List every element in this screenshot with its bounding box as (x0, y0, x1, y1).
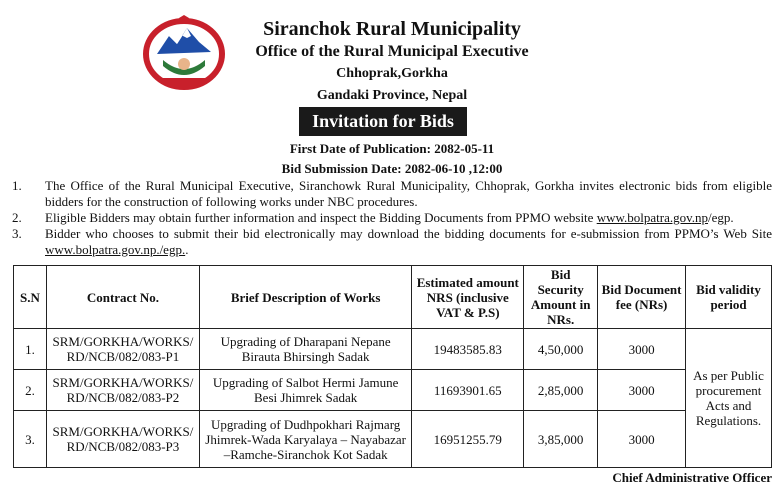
ppmo-egp-link[interactable]: www.bolpatra.gov.np./egp. (45, 242, 186, 257)
municipality-name: Siranchok Rural Municipality (263, 18, 521, 40)
item-text-suffix: /egp. (708, 210, 734, 225)
province-name: Gandaki Province, Nepal (316, 88, 468, 103)
item-number: 3. (12, 226, 22, 241)
notice-items (12, 178, 772, 258)
header-estimated-amount: Estimated amount NRS (inclusive VAT & P.S) (412, 266, 524, 329)
item-text-suffix: . (185, 242, 189, 257)
table-header-row (14, 266, 772, 329)
cell-security: 3,85,000 (524, 411, 598, 468)
item-text: The Office of the Rural Municipal Executive, Siranchowk Rural Municipality, Chhoprak, Gorkha invites electronic bids from eligible bidders for the construction of following works under NBC procedures. (45, 178, 772, 209)
notice-title: Invitation for Bids (299, 107, 467, 136)
header-validity-period: Bid validity period (686, 266, 772, 329)
cell-description: Upgrading of Dudhpokhari Rajmarg Jhimrek-Wada Karyalaya – Nayabazar –Ramche-Siranchok Kot Sadak (199, 411, 411, 468)
cell-fee: 3000 (598, 329, 686, 370)
cell-contract-no: SRM/GORKHA/WORKS/ RD/NCB/082/083-P3 (46, 411, 199, 468)
cell-fee: 3000 (598, 411, 686, 468)
cell-estimate: 16951255.79 (412, 411, 524, 468)
cell-estimate: 11693901.65 (412, 370, 524, 411)
cell-description: Upgrading of Dharapani Nepane Birauta Bhirsingh Sadak (199, 329, 411, 370)
submission-date: Bid Submission Date: 2082-06-10 ,12:00 (281, 161, 503, 176)
header-sn: S.N (14, 266, 47, 329)
item-number: 2. (12, 210, 22, 225)
bids-table (13, 265, 772, 468)
table-row (14, 370, 772, 411)
item-text: Eligible Bidders may obtain further information and inspect the Bidding Documents from PPMO website (45, 210, 597, 225)
signatory-title: Chief Administrative Officer (612, 470, 772, 485)
cell-security: 4,50,000 (524, 329, 598, 370)
cell-contract-no: SRM/GORKHA/WORKS/ RD/NCB/082/083-P2 (46, 370, 199, 411)
cell-fee: 3000 (598, 370, 686, 411)
list-item (12, 178, 772, 210)
table-row (14, 411, 772, 468)
list-item (12, 210, 772, 226)
table-row (14, 329, 772, 370)
cell-contract-no: SRM/GORKHA/WORKS/ RD/NCB/082/083-P1 (46, 329, 199, 370)
cell-sn: 2. (14, 370, 47, 411)
publication-date: First Date of Publication: 2082-05-11 (289, 141, 495, 156)
header-contract-no: Contract No. (46, 266, 199, 329)
cell-sn: 1. (14, 329, 47, 370)
ppmo-website-link[interactable]: www.bolpatra.gov.np (596, 210, 709, 225)
header-description: Brief Description of Works (199, 266, 411, 329)
office-name: Office of the Rural Municipal Executive (255, 43, 529, 60)
list-item (12, 226, 772, 258)
header-bid-security: Bid Security Amount in NRs. (524, 266, 598, 329)
header-document-fee: Bid Document fee (NRs) (598, 266, 686, 329)
office-location: Chhoprak,Gorkha (336, 66, 448, 81)
cell-estimate: 19483585.83 (412, 329, 524, 370)
cell-security: 2,85,000 (524, 370, 598, 411)
cell-description: Upgrading of Salbot Hermi Jamune Besi Jhimrek Sadak (199, 370, 411, 411)
item-text: Bidder who chooses to submit their bid electronically may download the bidding documents for e-submission from PPMO’s Web Site (45, 226, 772, 241)
cell-sn: 3. (14, 411, 47, 468)
cell-validity: As per Public procurement Acts and Regulations. (686, 329, 772, 468)
item-number: 1. (12, 178, 22, 193)
